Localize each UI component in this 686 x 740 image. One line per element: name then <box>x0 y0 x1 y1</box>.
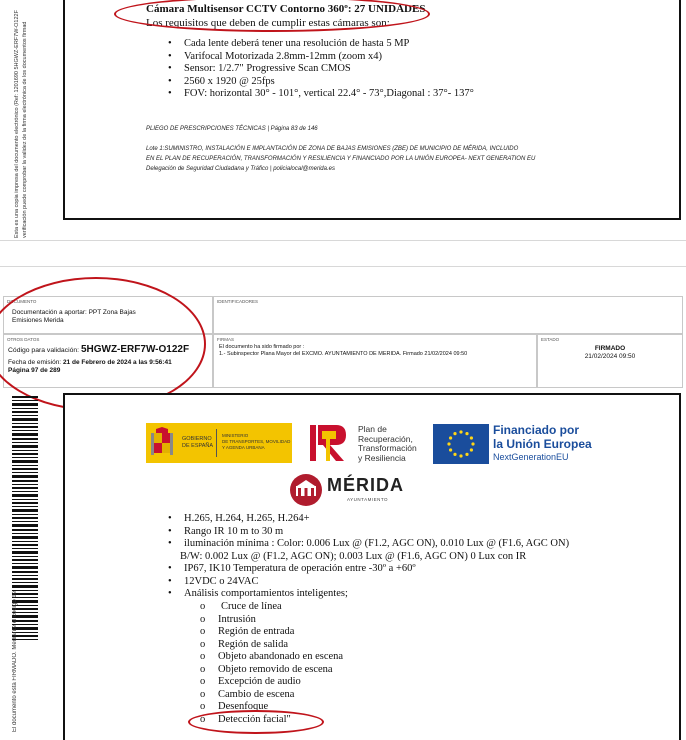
list-item: • Varifocal Motorizada 2.8mm-12mm (zoom x4) <box>168 50 382 62</box>
list-item: o Detección facial" <box>200 713 291 725</box>
eu-flag-icon <box>433 424 489 464</box>
list-item: • Sensor: 1/2.7" Progressive Scan CMOS <box>168 63 351 74</box>
list-item: o Objeto removido de escena <box>200 663 333 675</box>
list-item: o Objeto abandonado en escena <box>200 651 344 662</box>
documento-cell: DOCUMENTO Documentación a aportar: PPT Zona Bajas Emisiones Merida <box>3 296 213 334</box>
list-item: o Cambio de escena <box>200 688 295 700</box>
merida-logo: MÉRIDA AYUNTAMIENTO <box>289 473 413 507</box>
merida-emblem-icon <box>289 473 323 507</box>
page-footer-lote-2: EN EL PLAN DE RECUPERACIÓN, TRANSFORMACIÓN Y RESILIENCIA Y FINANCIADO POR LA UNIÓN EUROPEA- NEXT GENERATION EU <box>146 156 536 162</box>
validation-code: 5HGWZ-ERF7W-O122F <box>80 344 190 355</box>
coat-of-arms-icon <box>150 427 174 459</box>
list-item: o Desenfoque <box>200 701 269 712</box>
top-page <box>63 0 681 220</box>
list-item: • 2560 x 1920 @ 25fps <box>168 75 275 87</box>
list-item: • Cada lente deberá tener una resolución de hasta 5 MP <box>168 38 410 49</box>
list-item: o Intrusión <box>200 613 256 625</box>
list-item: o Excepción de audio <box>200 676 301 687</box>
list-item: • iluminación mínima : Color: 0.006 Lux @ (F1.2, AGC ON), 0.010 Lux @ (F1.6, AGC ON) <box>168 538 570 549</box>
side-validation-text: Esta es una copia impresa del documento electrónico (Ref: 1201690 5HGWZ-ERF7W-O122F <box>14 10 20 238</box>
annotation-ellipse-facial <box>188 710 324 734</box>
camera-title: Cámara Multisensor CCTV Contorno 360º: 27 UNIDADES <box>146 3 426 15</box>
otros-datos-cell: OTROS DATOS Código para validación: 5HGWZ-ERF7W-O122F Fecha de emisión: 21 de Febrero de 2024 a las 9:56:41 Página 97 de 289 <box>3 334 213 388</box>
page-footer-lote-3: Delegación de Seguridad Ciudadana y Tráfico | policialocal@merida.es <box>146 166 335 172</box>
list-item: • FOV: horizontal 30° - 101°, vertical 22.4° - 73°,Diagonal : 37°- 137° <box>168 88 474 99</box>
list-item: B/W: 0.002 Lux @ (F1.2, AGC ON); 0.003 Lux @ (F1.6, AGC ON) 0 Lux con IR <box>180 550 527 562</box>
list-item: • IP67, IK10 Temperatura de operación entre -30º a +60º <box>168 563 416 574</box>
list-item: • Análisis comportamientos inteligentes; <box>168 588 348 599</box>
gobierno-espana-logo: GOBIERNO DE ESPAÑA MINISTERIO DE TRANSPORTES, MOVILIDAD Y AGENDA URBANA <box>146 423 292 463</box>
page-separator <box>0 266 686 267</box>
page-footer-lote-1: Lote 1:SUMINISTRO, INSTALACIÓN E IMPLANTACIÓN DE ZONA DE BAJAS EMISIONES (ZBE) DE MUNICIPIO DE MÉRIDA, INCLUIDO <box>146 146 519 152</box>
page-footer-number: PLIEGO DE PRESCRIPCIONES TÉCNICAS | Página 83 de 146 <box>146 126 318 132</box>
camera-requirements-list <box>168 38 474 101</box>
side-signed-text: El documento está FIRMADO. Mediante el código de <box>12 590 18 732</box>
plan-recuperacion-logo: Plan de Recuperación, Transformación y Resiliencia <box>306 421 426 467</box>
annotation-ellipse-header <box>0 277 206 411</box>
identificadores-cell: IDENTIFICADORES <box>213 296 683 334</box>
smart-analysis-list <box>200 601 344 726</box>
estado-cell: ESTADO FIRMADO 21/02/2024 09:50 <box>537 334 683 388</box>
camera-intro: Los requisitos que deben de cumplir estas cámaras son: <box>146 17 390 29</box>
list-item: o Cruce de línea <box>200 601 282 612</box>
firmas-cell: FIRMAS El documento ha sido firmado por : 1.- Subinspector Plana Mayor del EXCMO. AYUNTAMIENTO DE MERIDA. Firmado 21/02/2024 09:50 <box>213 334 537 388</box>
prtr-icon <box>306 421 350 465</box>
camera-specs-list <box>168 513 570 601</box>
documento-text: Documentación a aportar: PPT Zona Bajas Emisiones Merida <box>12 309 136 324</box>
side-validation-text-2: verificación puede comprobar la validez de la firma electrónica de los documentos firmad <box>22 21 28 238</box>
eu-financing-text: Financiado por la Unión Europea NextGenerationEU <box>493 423 592 462</box>
list-item: • 12VDC o 24VAC <box>168 575 259 587</box>
list-item: • H.265, H.264, H.265, H.264+ <box>168 513 310 524</box>
list-item: o Región de salida <box>200 638 288 650</box>
list-item: o Región de entrada <box>200 626 295 637</box>
list-item: • Rango IR 10 m to 30 m <box>168 525 284 537</box>
page-separator <box>0 240 686 241</box>
